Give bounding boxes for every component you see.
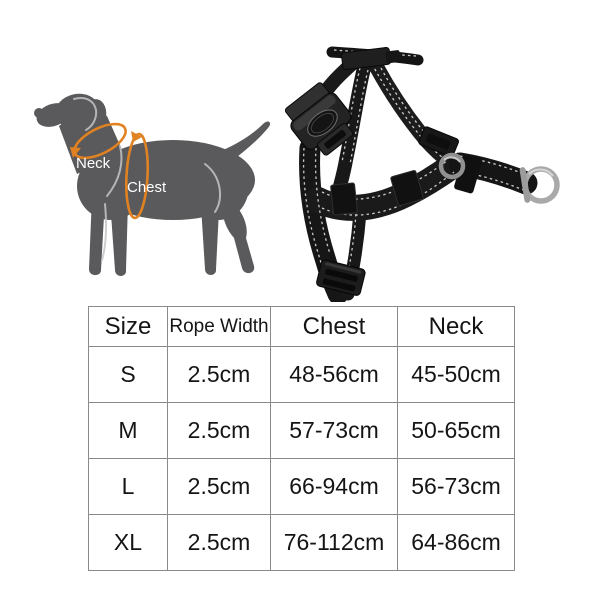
table-cell: XL [89, 515, 168, 571]
table-cell: 2.5cm [168, 347, 271, 403]
table-cell: 66-94cm [271, 459, 398, 515]
table-cell: S [89, 347, 168, 403]
table-cell: 48-56cm [271, 347, 398, 403]
table-cell: 2.5cm [168, 403, 271, 459]
table-cell: 45-50cm [398, 347, 515, 403]
size-table [88, 306, 515, 571]
dog-measurement-diagram [25, 88, 280, 298]
table-cell: 50-65cm [398, 403, 515, 459]
table-cell: 2.5cm [168, 459, 271, 515]
harness-photo [282, 42, 572, 302]
table-cell: 2.5cm [168, 515, 271, 571]
table-cell: M [89, 403, 168, 459]
col-header-size: Size [89, 307, 168, 347]
strap-keeper-icon [330, 183, 357, 215]
table-cell: L [89, 459, 168, 515]
col-header-chest: Chest [271, 307, 398, 347]
table-row-m [89, 403, 515, 459]
header-row [89, 307, 515, 347]
table-cell: 57-73cm [271, 403, 398, 459]
table-row-xl [89, 515, 515, 571]
col-header-neck: Neck [398, 307, 515, 347]
neck-label: Neck [76, 155, 111, 172]
table-cell: 56-73cm [398, 459, 515, 515]
table-cell: 64-86cm [398, 515, 515, 571]
table-cell: 76-112cm [271, 515, 398, 571]
table-row-s [89, 347, 515, 403]
chest-label: Chest [127, 179, 167, 196]
d-ring-icon [519, 167, 557, 203]
col-header-rope-width: Rope Width [168, 307, 271, 347]
table-row-l [89, 459, 515, 515]
